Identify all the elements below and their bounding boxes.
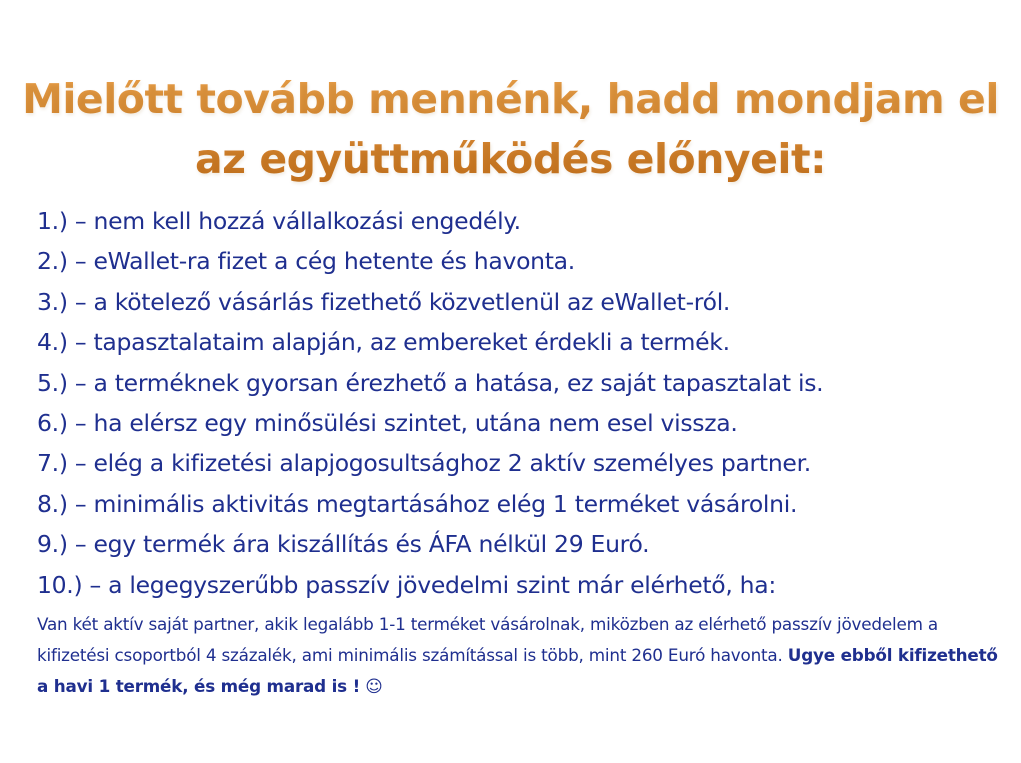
smiley-icon: ☺ [360,676,383,696]
title-line-1: Mielőtt tovább mennénk, hadd mondjam el [22,75,999,124]
list-item: 2.) – eWallet-ra fizet a cég hetente és havonta. [37,247,575,276]
list-item: 1.) – nem kell hozzá vállalkozási engedély. [37,207,521,235]
title-line-2: az együttműködés előnyeit: [195,135,826,184]
list-item: 6.) – ha elérsz egy minősülési szintet, utána nem esel vissza. [37,409,738,438]
slide-title [0,69,1021,189]
list-item: 9.) – egy termék ára kiszállítás és ÁFA nélkül 29 Euró. [37,530,650,559]
list-item: 5.) – a terméknek gyorsan érezhető a hatása, ez saját tapasztalat is. [37,368,824,397]
list-item: 4.) – tapasztalataim alapján, az embereket érdekli a termék. [37,328,730,357]
list-item: 3.) – a kötelező vásárlás fizethető közvetlenül az eWallet-ról. [37,287,731,316]
list-item: 10.) – a legegyszerűbb passzív jövedelmi szint már elérhető, ha: [37,570,776,599]
explanation-note [37,609,1012,702]
list-item: 8.) – minimális aktivitás megtartásához elég 1 terméket vásárolni. [37,489,798,518]
benefits-list [37,201,1012,605]
note-bold-text: Ugye ebből kifizethető a havi 1 termék, és még marad is ! [37,645,998,696]
list-item: 7.) – elég a kifizetési alapjogosultsághoz 2 aktív személyes partner. [37,449,811,478]
note-text: Van két aktív saját partner, akik legalább 1-1 terméket vásárolnak, miközben az elérhető passzív jövedelem a kifizetési csoportból 4 százalék, ami minimális számítással is több, mint 260 Euró havonta. [37,614,938,665]
